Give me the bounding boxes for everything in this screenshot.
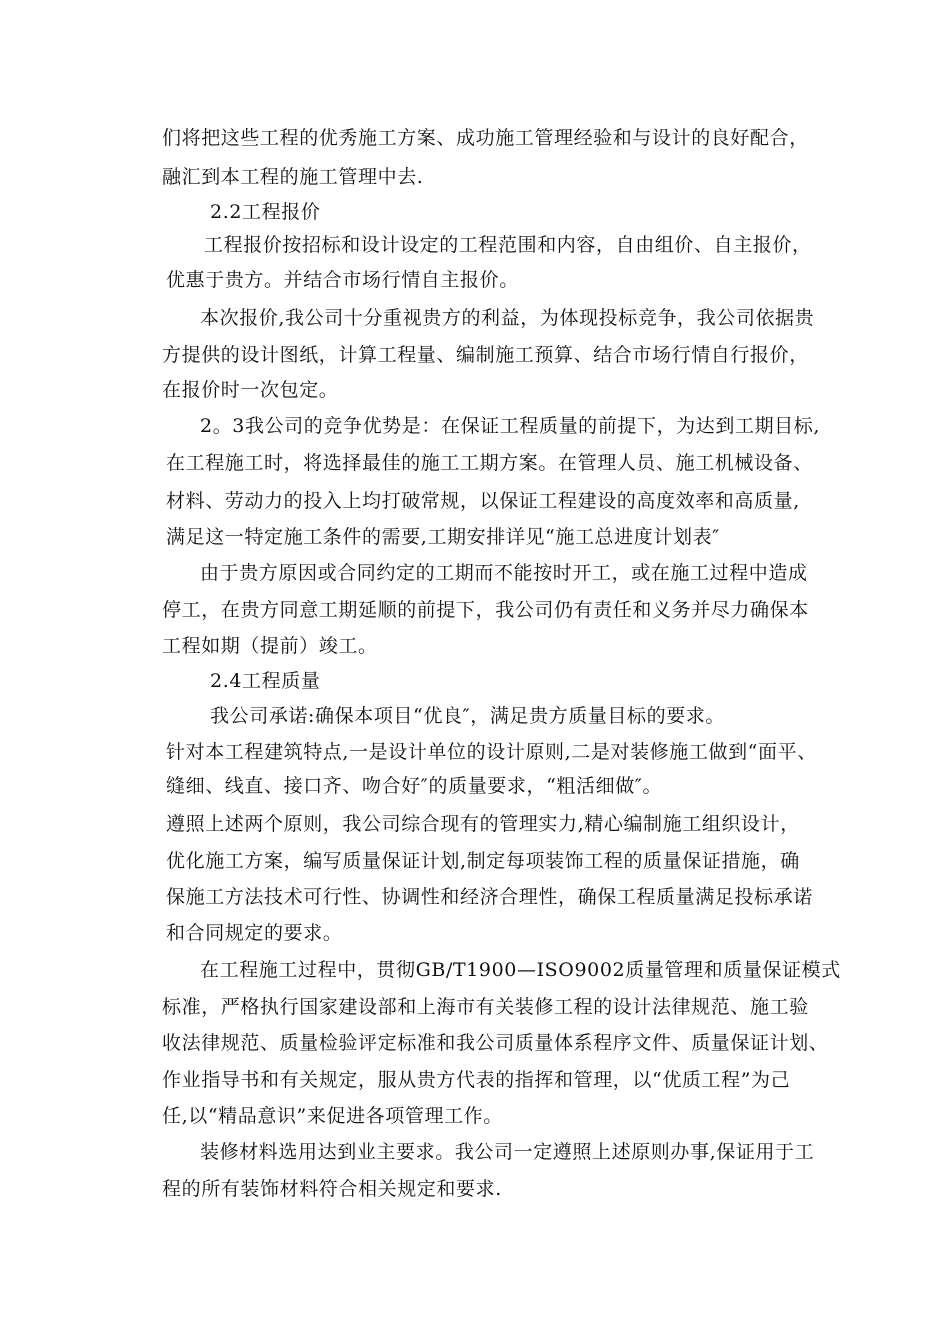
body-text-line: 工程如期（提前）竣工。: [162, 635, 378, 657]
body-text-line: 任,以“精品意识”来促进各项管理工作。: [162, 1105, 503, 1127]
body-text-line: 满足这一特定施工条件的需要,工期安排详见“施工总进度计划表″: [166, 526, 720, 548]
body-text-line: 停工，在贵方同意工期延顺的前提下，我公司仍有责任和义务并尽力确保本: [162, 599, 809, 621]
body-text-line: 工程报价按招标和设计设定的工程范围和内容，自由组价、自主报价，: [204, 234, 812, 256]
body-text-line: 收法律规范、质量检验评定标准和我公司质量体系程序文件、质量保证计划、: [162, 1032, 829, 1054]
body-text-line: 材料、劳动力的投入上均打破常规，以保证工程建设的高度效率和高质量,: [166, 490, 800, 512]
body-text-line: 在工程施工时，将选择最佳的施工工期方案。在管理人员、施工机械设备、: [166, 452, 813, 474]
body-text-line: 优化施工方案，编写质量保证计划,制定每项装饰工程的质量保证措施，确: [166, 850, 800, 872]
body-text-line: 2。3我公司的竞争优势是：在保证工程质量的前提下，为达到工期目标,: [200, 415, 821, 437]
body-text-line: 我公司承诺:确保本项目“优良″，满足贵方质量目标的要求。: [210, 705, 726, 727]
body-text-line: 程的所有装饰材料符合相关规定和要求.: [162, 1178, 502, 1200]
section-heading: 2.2工程报价: [210, 201, 321, 223]
body-text-line: 缝细、线直、接口齐、吻合好″的质量要求，“粗活细做″。: [166, 775, 663, 797]
body-text-line: 标准，严格执行国家建设部和上海市有关装修工程的设计法律规范、施工验: [162, 996, 809, 1018]
body-text-line: 保施工方法技术可行性、协调性和经济合理性，确保工程质量满足投标承诺: [166, 886, 813, 908]
body-text-line: 在工程施工过程中，贯彻GB/T1900—ISO9002质量管理和质量保证模式: [200, 959, 841, 981]
body-text-line: 装修材料选用达到业主要求。我公司一定遵照上述原则办事,保证用于工: [200, 1141, 815, 1163]
body-text-line: 融汇到本工程的施工管理中去.: [162, 166, 424, 188]
body-text-line: 针对本工程建筑特点,一是设计单位的设计原则,二是对装修施工做到“面平、: [166, 741, 817, 763]
body-text-line: 由于贵方原因或合同约定的工期而不能按时开工，或在施工过程中造成: [200, 562, 808, 584]
body-text-line: 遵照上述两个原则，我公司综合现有的管理实力,精心编制施工组织设计，: [166, 813, 800, 835]
body-text-line: 作业指导书和有关规定，服从贵方代表的指挥和管理，以“优质工程”为己: [162, 1069, 791, 1091]
body-text-line: 优惠于贵方。并结合市场行情自主报价。: [166, 269, 519, 291]
body-text-line: 们将把这些工程的优秀施工方案、成功施工管理经验和与设计的良好配合，: [162, 127, 809, 149]
body-text-line: 本次报价,我公司十分重视贵方的利益，为体现投标竞争，我公司依据贵: [200, 307, 815, 329]
section-heading: 2.4工程质量: [210, 670, 321, 692]
body-text-line: 方提供的设计图纸，计算工程量、编制施工预算、结合市场行情自行报价，: [162, 344, 809, 366]
body-text-line: 和合同规定的要求。: [166, 922, 343, 944]
body-text-line: 在报价时一次包定。: [162, 379, 339, 401]
